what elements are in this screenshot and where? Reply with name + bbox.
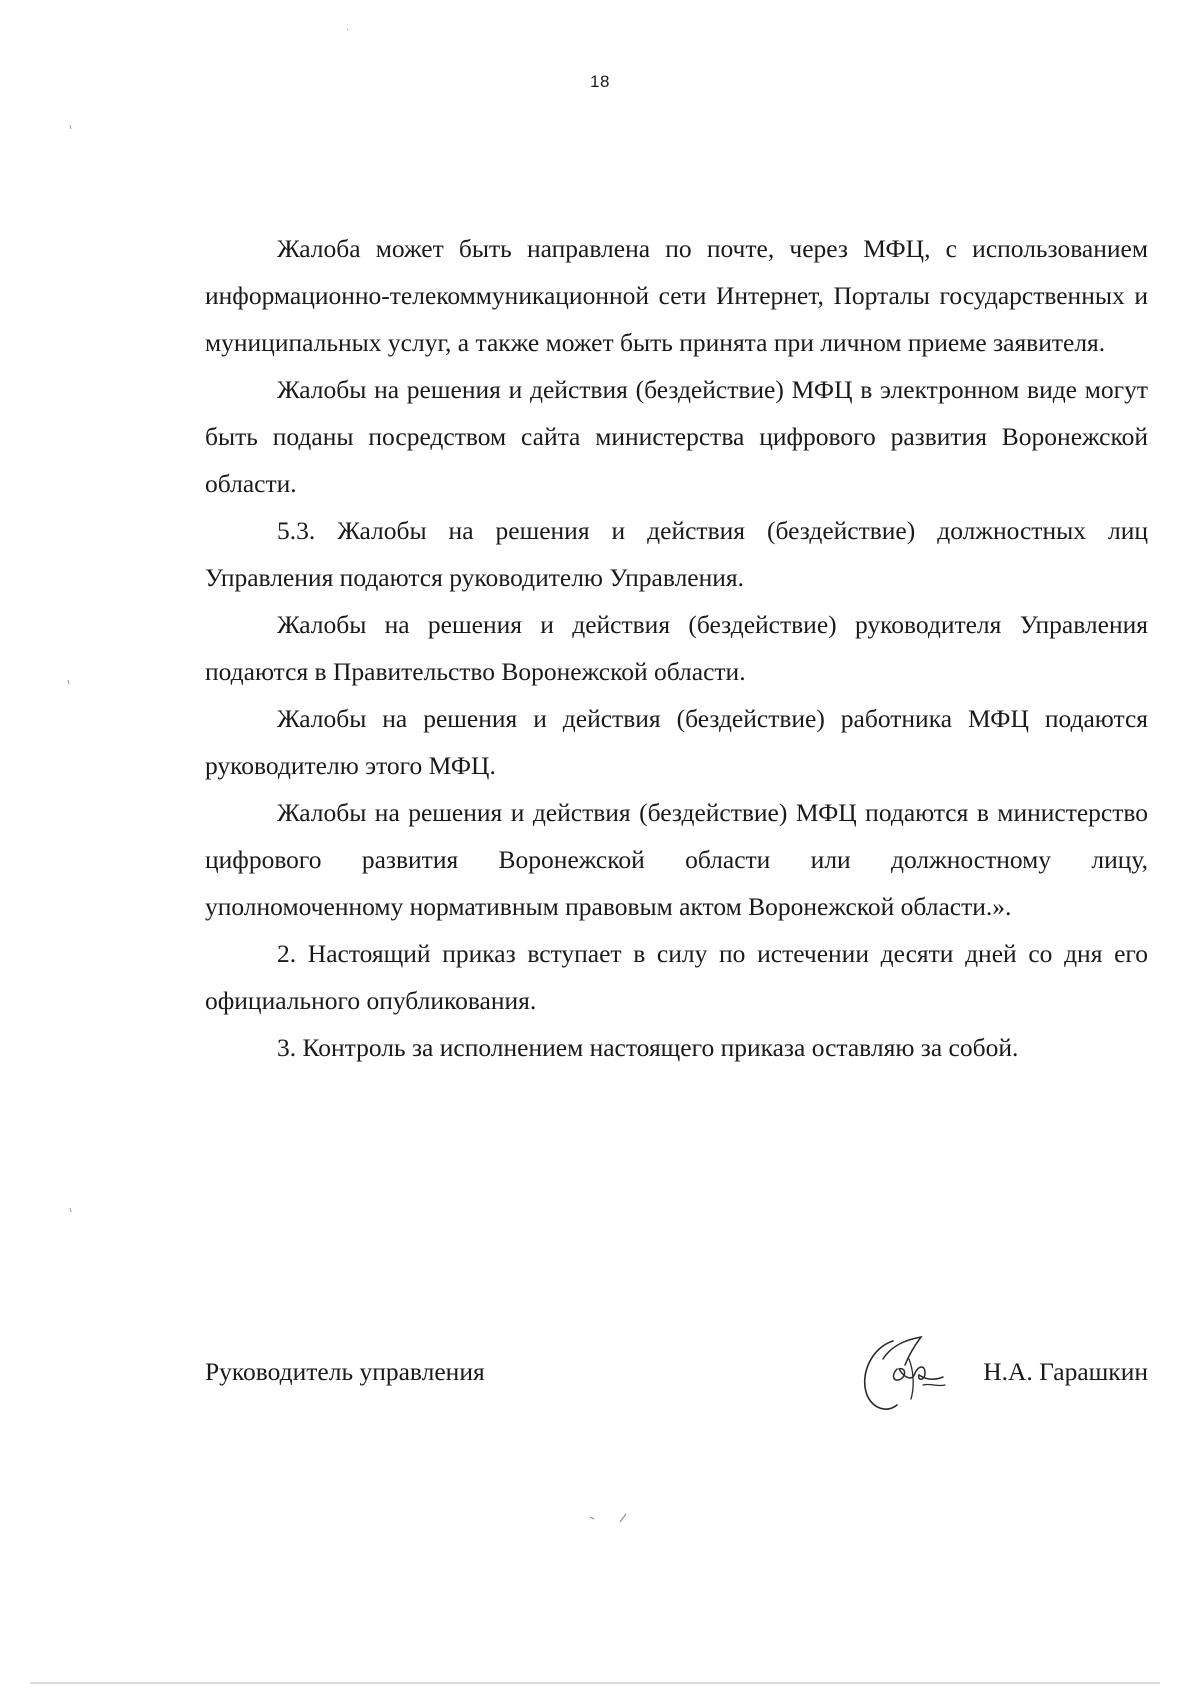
paragraph: Жалобы на решения и действия (бездействие) МФЦ подаются в министерство цифрового развития Воронежской области или должностному лицу, уполномоченному нормативным правовым актом Воронежской области.».	[205, 798, 1148, 921]
paragraph: 2. Настоящий приказ вступает в силу по истечении десяти дней со дня его официального опубликования.	[205, 939, 1148, 1015]
paragraph: Жалобы на решения и действия (бездействие) руководителя Управления подаются в Правительство Воронежской области.	[205, 610, 1148, 686]
handwritten-signature	[853, 1329, 953, 1419]
signature-block	[205, 1345, 1148, 1415]
document-body	[205, 225, 1148, 1071]
paragraph: Жалобы на решения и действия (бездействие) МФЦ в электронном виде могут быть поданы посредством сайта министерства цифрового развития Воронежской области.	[205, 375, 1148, 498]
paragraph: 5.3. Жалобы на решения и действия (бездействие) должностных лиц Управления подаются руководителю Управления.	[205, 516, 1148, 592]
paragraph: Жалоба может быть направлена по почте, через МФЦ, с использованием информационно-телекоммуникационной сети Интернет, Порталы государственных и муниципальных услуг, а также может быть принята при личном приеме заявителя.	[205, 234, 1148, 357]
signatory-name: Н.А. Гарашкин	[983, 1357, 1148, 1386]
page-number: 18	[590, 72, 610, 91]
signatory-position: Руководитель управления	[205, 1357, 485, 1386]
paragraph: 3. Контроль за исполнением настоящего приказа оставляю за собой.	[277, 1033, 1019, 1062]
paragraph: Жалобы на решения и действия (бездействие) работника МФЦ подаются руководителю этого МФЦ.	[205, 704, 1148, 780]
